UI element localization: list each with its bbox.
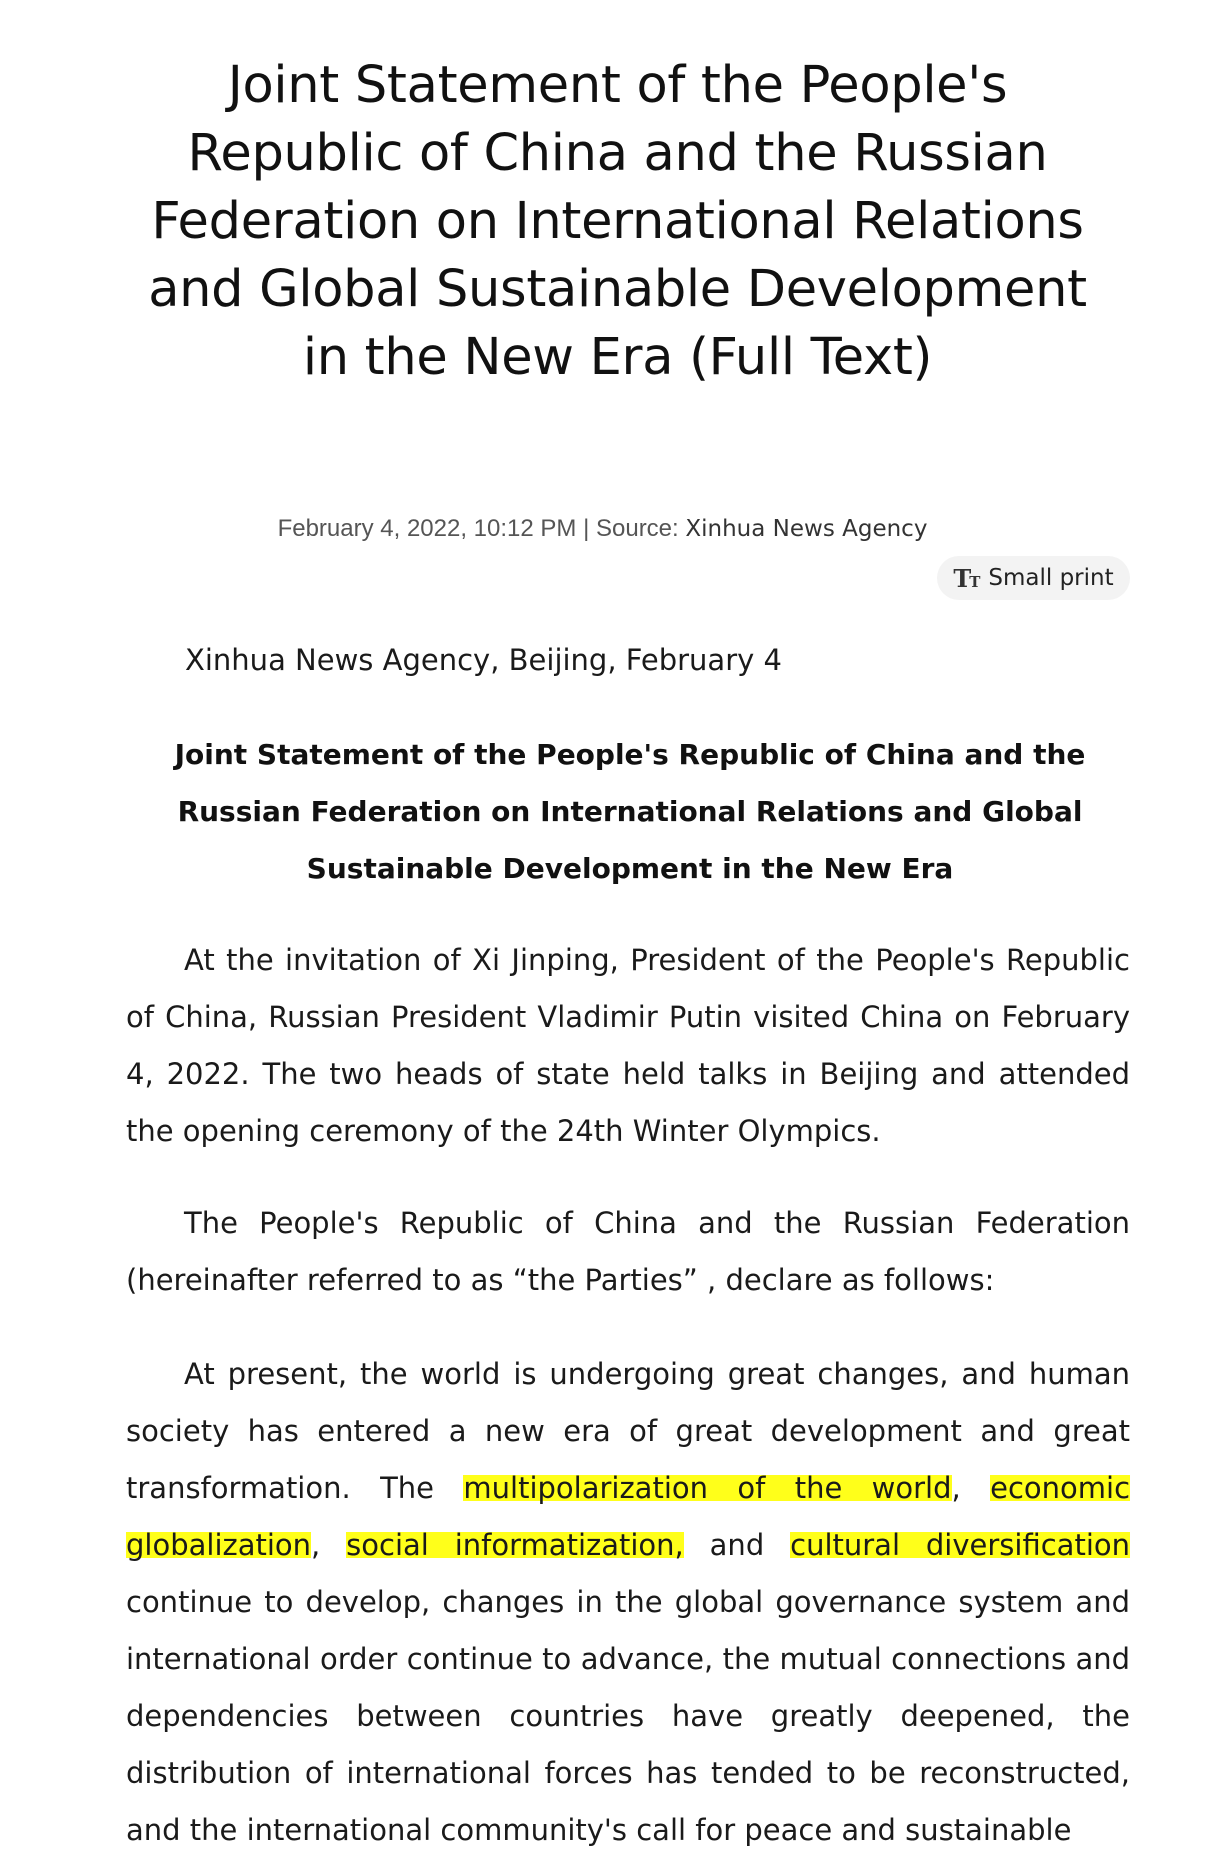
text-size-icon: TT	[953, 563, 979, 593]
paragraph-2: The People's Republic of China and the Russian Federation (hereinafter referred to as “the Parties” , declare as follows:	[126, 1206, 1130, 1297]
highlight-economic-globalization: economic globalization	[126, 1471, 1131, 1562]
font-size-toggle-button[interactable]	[937, 556, 1130, 600]
dateline: Xinhua News Agency, Beijing, February 4	[185, 643, 782, 677]
paragraph-3-text: ,	[951, 1471, 991, 1505]
statement-subtitle: Joint Statement of the People's Republic of China and the Russian Federation on International Relations and Global Sustainable Development in the New Era	[174, 738, 1086, 885]
paragraph-3-text: ,	[311, 1528, 347, 1562]
highlight-social-informatization: social informatization,	[346, 1528, 684, 1562]
paragraph-3	[126, 1346, 1130, 1859]
publish-datetime: February 4, 2022, 10:12 PM	[277, 515, 577, 542]
font-size-toggle-label: Small print	[988, 565, 1114, 591]
paragraph-1: At the invitation of Xi Jinping, President of the People's Republic of China, Russian President Vladimir Putin visited China on February 4, 2022. The two heads of state held talks in Beijing and attended the opening ceremony of the 24th Winter Olympics.	[126, 943, 1130, 1148]
paragraph-3-text: At present, the world is undergoing great changes, and human society has entered a new era of great development and great transformation. The	[126, 1357, 1130, 1505]
source-label: Source:	[595, 515, 686, 542]
paragraph-3-text: and	[683, 1528, 791, 1562]
paragraph-3-text: continue to develop, changes in the global governance system and international order continue to advance, the mutual connections and dependencies between countries have greatly deepened, the distribution of international forces has tended to be reconstructed, and the international community's call for peace and sustainable	[126, 1585, 1130, 1847]
source-value: Xinhua News Agency	[685, 516, 928, 542]
meta-separator: |	[576, 515, 596, 542]
article-title: Joint Statement of the People's Republic of China and the Russian Federation on International Relations and Global Sustainable Development in the New Era (Full Text)	[148, 56, 1087, 387]
article-meta	[0, 514, 1205, 544]
highlight-cultural-diversification: cultural diversification	[790, 1528, 1130, 1562]
highlight-multipolarization: multipolarization of the world	[463, 1471, 952, 1505]
